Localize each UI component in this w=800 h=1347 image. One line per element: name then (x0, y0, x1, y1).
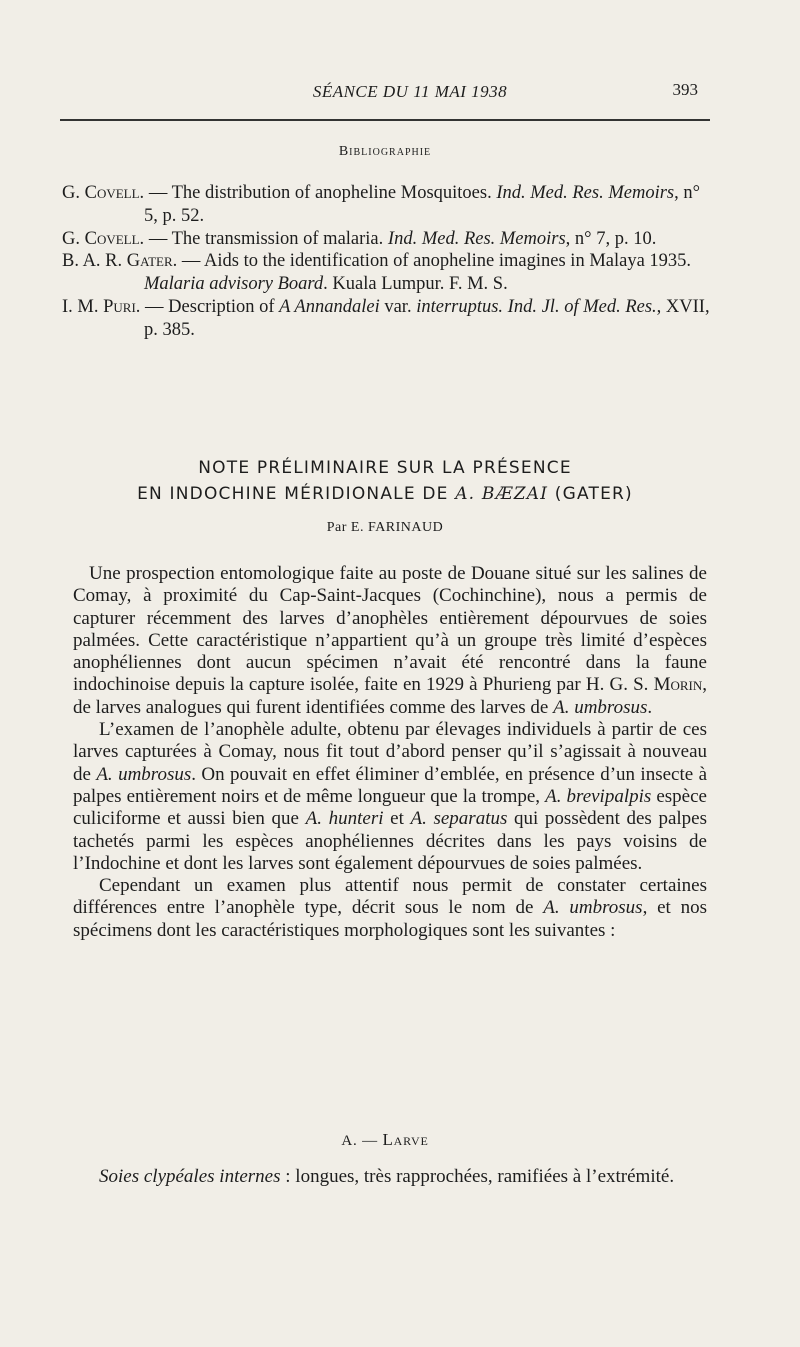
species-name: A. umbrosus (543, 897, 643, 919)
ref-species: A Annandalei (279, 296, 380, 317)
ref-journal: interruptus. Ind. Jl. of Med. Res. (416, 296, 657, 317)
author-name: Morin (653, 674, 703, 696)
text: , et nos spécimens dont les caractéristiques morphologiques sont les suivantes : (73, 897, 707, 941)
bibliography-entry (62, 182, 712, 228)
text: espèce culiciforme et aussi bien que (73, 785, 707, 830)
ref-author: I. M. Puri. (62, 296, 141, 317)
ref-author: G. Covell. (62, 228, 145, 249)
text: : longues, très rapprochées, ramifiées à l’extrémité. (280, 1166, 675, 1187)
header-rule (60, 119, 710, 121)
bibliography-list (62, 182, 712, 342)
ref-journal: Malaria advisory Board (144, 274, 324, 295)
section-label: Larve (382, 1130, 429, 1149)
article-body (73, 563, 707, 942)
text: . (647, 696, 653, 718)
ref-text: — Aids to the identification of anopheline imagines in Malaya 1935. (177, 251, 692, 272)
text: et (383, 808, 411, 830)
text: , de larves analogues qui furent identifiées comme des larves de (73, 674, 707, 718)
ref-text: var. (379, 296, 417, 317)
ref-text: . Kuala Lumpur. F. M. S. (323, 274, 508, 295)
title-text: EN INDOCHINE MÉRIDIONALE DE (137, 484, 456, 504)
title-species: A. BÆZAI (455, 484, 549, 504)
paragraph (73, 1166, 707, 1188)
text: L’examen de l’anophèle adulte, obtenu par élevages individuels à partir de ces larves capturées à Comay, nous fit tout d’abord penser qu’il s’agissait à nouveau de (73, 719, 707, 785)
article-title (60, 455, 710, 507)
ref-text: — Description of (140, 296, 280, 317)
title-text: (GATER) (548, 484, 633, 504)
ref-journal: Ind. Med. Res. Memoirs (496, 183, 675, 203)
article-title-line: NOTE PRÉLIMINAIRE SUR LA PRÉSENCE (198, 458, 572, 478)
page-number: 393 (672, 80, 698, 99)
ref-author: B. A. R. Gater. (62, 251, 178, 272)
ref-author: G. Covell. (62, 183, 145, 203)
species-name: A. umbrosus (553, 696, 648, 718)
text: qui possèdent des palpes tachetés parmi les espèces anophéliennes décrites dans les pays voisins de l’Indochine et dont les larves sont également dépourvues de soies palmées. (73, 808, 707, 874)
species-name: A. brevipalpis (545, 785, 652, 807)
ref-text: , n° 7, p. 10. (565, 228, 657, 249)
species-name: A. umbrosus (96, 763, 192, 785)
ref-text: — The transmission of malaria. (144, 228, 388, 249)
section-heading (60, 1130, 710, 1150)
species-name: A. separatus (410, 808, 508, 830)
byline: Par E. FARINAUD (326, 520, 444, 535)
section-prefix: A. — (341, 1133, 383, 1149)
paragraph (73, 875, 707, 942)
paragraph (73, 719, 707, 875)
bibliography-entry (62, 296, 712, 342)
desc-label: Soies clypéales internes (99, 1166, 281, 1187)
text: . On pouvait en effet éliminer d’emblée, en présence d’un insecte à palpes entièrement noirs et de même longueur que la trompe, (73, 763, 708, 807)
article-title-line (60, 481, 710, 507)
ref-text: — The distribution of anopheline Mosquitoes. (144, 183, 497, 203)
ref-text: , n° 5, p. 52. (144, 183, 701, 226)
text: Cependant un examen plus attentif nous permit de constater certaines différences entre l’anophèle type, décrit sous le nom de (73, 875, 707, 919)
ref-journal: Ind. Med. Res. Memoirs (387, 228, 566, 249)
bibliography-entry (62, 228, 712, 251)
description-paragraph (73, 1166, 707, 1188)
text: Une prospection entomologique faite au poste de Douane situé sur les salines de Comay, à proximité du Cap-Saint-Jacques (Cochinchine), nous a permis de capturer récemment des larves d’anophèles entièrement dépourvues de soies palmées. Cette caractéristique n’appartient qu’à un groupe très limité d’espèces anophéliennes dont aucun spécimen n’avait été rencontré dans la faune indochinoise depuis la capture isolée, faite en 1929 à Phurieng par H. G. S. (73, 563, 707, 696)
bibliography-entry (62, 250, 712, 296)
species-name: A. hunteri (305, 808, 384, 830)
ref-text: , XVII, p. 385. (144, 296, 710, 340)
paragraph (73, 563, 707, 719)
running-title: SÉANCE DU 11 MAI 1938 (312, 82, 508, 101)
bibliography-title: Bibliographie (338, 144, 432, 159)
running-head (60, 82, 710, 112)
